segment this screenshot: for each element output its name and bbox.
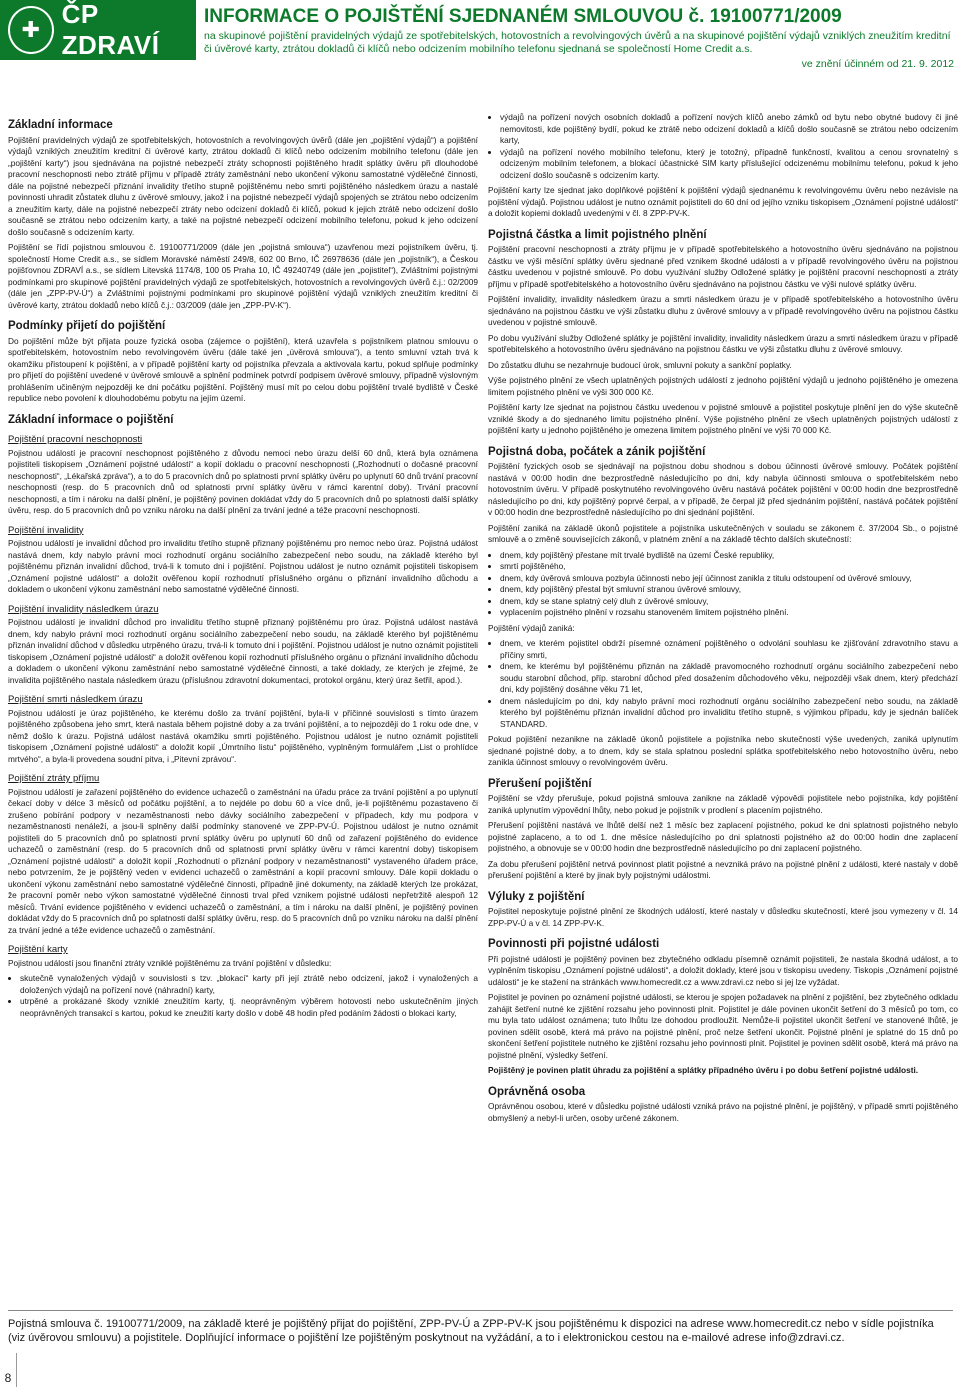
section-title: Podmínky přijetí do pojištění: [8, 320, 166, 332]
subsection-title: Pojištění invalidity: [8, 524, 84, 536]
paragraph: Pojistnou událostí je pracovní neschopnost pojištěného z důvodu nemoci nebo úrazu delší 60 dnů, která byla oznámena pojistiteli tiskopisem „Oznámení pojistné události“ a kopií dokladu o pracovní neschopnosti („Rozhodnutí o dočasné pracovní neschopnosti“, „Lékařská zpráva“), a to do 5 pracovních dnů po splatnosti první splátky úvěru po uplynutí 60 dnů trvání pracovní neschopnosti (resp. do 5 pracovních dnů od splatnosti první splátky úvěru v rámci karentní doby). Trvání pracovní neschopnosti, a tím i nároku na další plnění, je pojištěný povinen dokládat vždy do 5 pracovních dnů po splatnosti další splátky úvěru, resp. do 5 pracovních dnů po vzniku nároku na další plnění za trvání jedné a téže pracovní neschopnosti.: [8, 447, 478, 515]
paragraph: Pojištění se vždy přerušuje, pokud pojistná smlouva zanikne na základě výpovědi pojistitele nebo pojistníka, kdy pojištění zaniká uplynutím výpovědní lhůty, nebo pokud je pojistník v prodlení s placením pojistného.: [488, 793, 958, 815]
paragraph: Přerušení pojištění nastává ve lhůtě delší než 1 měsíc bez zaplacení pojistného, pokud ke dni splatnosti pojistného nebylo pojistné zaplaceno, a to od 1. dne měsíce následujícího po dni splatnosti pojistného až do 00:00 hodin dne zaplacení pojistného, a obnovuje se v 00:00 hodin dne bezprostředně následujícího po dni zaplacení pojistného.: [488, 820, 958, 853]
subsection-title: Pojištění karty: [8, 944, 68, 955]
subsection-title: Pojištění ztráty příjmu: [8, 773, 100, 784]
brand-logo: [0, 0, 196, 60]
subsection-title: Pojištění invalidity následkem úrazu: [8, 603, 159, 615]
paragraph: Pojistnou událostí jsou finanční ztráty vzniklé pojištěnému za trvání pojištění v důsledku:: [8, 957, 332, 968]
paragraph: Pojištění invalidity, invalidity následkem úrazu a smrti následkem úrazu je v případě spotřebitelského a hotovostního úvěru sjednáváno na pojistnou částku ve výši zůstatku dluhu z úvěrové smlouvy a v případě revolvingového úvěru na pojistnou částku uvedenou v pojistné smlouvě.: [488, 294, 958, 327]
left-column: [8, 110, 478, 1023]
section-title: Pojistná částka a limit pojistného plnění: [488, 228, 707, 241]
paragraph: Pojištění karty lze sjednat jako doplňkové pojištění k pojištění výdajů sjednanému k revolvingovému úvěru nebo nezávisle na pojištění výdajů. Pojistnou událost je nutno oznámit pojistiteli do 60 dní od jejího vzniku tiskopisem „Oznámení pojistné události“ a doložit kopiemi dokladů uvedenými v čl. 8 ZPP-PV-K.: [488, 185, 958, 218]
right-column: [488, 112, 958, 1128]
paragraph: Pojistnou událostí je invalidní důchod pro invaliditu třetího stupně přiznaný pojištěnému pro nemoc nebo úraz. Pojistná událost nastává dnem, kdy nabylo právní moci rozhodnutí orgánu sociálního zabezpečení nebo soudu, na základě kterého byl pojištěnému přiznán invalidní důchod, trvá-li k tomuto dni i pojištění. Pojistnou událost je nutno oznámit pojistiteli tiskopisem „Oznámení pojistné události“ a doložit ověřenou kopií rozhodnutí příslušného orgánu o přiznání invalidního důchodu a dokladem o ukončení výkonu zaměstnání nebo samostatné výdělečné činnosti.: [8, 538, 478, 594]
list-item: • dnem, kdy úvěrová smlouva pozbyla účinnosti nebo její účinnost zanikla z titulu odstoupení od úvěrové smlouvy,: [500, 573, 958, 585]
paragraph: Pojištění pravidelných výdajů ze spotřebitelských, hotovostních a revolvingových úvěrů (dále jen „pojištění výdajů“) a pojištění výdajů vzniklých zneužitím kreditní či úvěrové karty, ztrátou dokladů či klíčů nebo odcizením mobilního telefonu (dále jen „pojištění karty“) jsou sjednávána na pojistné nebezpečí ztráty schopnosti pojištěného hradit splátky úvěru při dlouhodobé pracovní neschopnosti nebo ztrátě příjmu v případě ztráty zaměstnání nebo ukončení výkonu samostatné výdělečné činnosti, dále na pojistné nebezpečí přiznání invalidity třetího stupně pojištěnému nebo smrti pojištěného následkem úrazu a nastalé povinnosti uhradit zůstatek dluhu z úvěrové smlouvy, jakož i na pojistné nebezpečí výdajů spojených se ztrátou nebo odcizením a zneužitím karty, dále na pojistné nebezpečí ztráty nebo odcizení dokladů či klíčů, pokud k jejich ztrátě nebo odcizení došlo současně se ztrátou nebo odcizením karty, a také na pojistné nebezpečí odcizení mobilního telefonu, pokud k jeho odcizení došlo současně s odcizením karty.: [8, 134, 478, 237]
paragraph: Pojistitel neposkytuje pojistné plnění ze škodných událostí, které nastaly v důsledku skutečností, které jsou vymezeny v čl. 14 ZPP-PV-Ú a v čl. 14 ZPP-PV-K.: [488, 906, 958, 928]
paragraph: Oprávněnou osobou, které v důsledku pojistné události vzniká právo na pojistné plnění, je pojištěný, v případě smrti pojištěného obmyšlený a nebyl-li určen, osoby určené zákonem.: [488, 1101, 958, 1123]
paragraph: Pojištěný je povinen platit úhradu za pojištění a splátky případného úvěru i po dobu šetření pojistné události.: [488, 1065, 919, 1075]
list-item: • dnem, kdy pojištěný přestane mít trvalé bydliště na území České republiky,: [500, 550, 958, 562]
bullet-list: [8, 973, 478, 1019]
list-item: • utrpěné a prokázané škody vzniklé zneužitím karty, tj. neoprávněným výběrem hotovosti nebo uskutečněním jiných neoprávněných transakcí s kartou, pokud ke zneužití karty došlo v době 48 hodin před podáním žádosti o blokaci karty,: [20, 996, 478, 1019]
paragraph: Po dobu využívání služby Odložené splátky je pojištění invalidity, invalidity následkem úrazu a smrti následkem úrazu v případě spotřebitelského a hotovostního úvěru sjednáváno na pojistnou částku ve výši zůstatku dluhu z úvěrové smlouvy.: [488, 332, 958, 354]
logo-text: ČP ZDRAVÍ: [61, 0, 160, 60]
list-item: • výdajů na pořízení nového mobilního telefonu, který je totožný, případně funkčností, kvalitou a cenou srovnatelný s odcizeným mobilním telefonem, a blokací účastnické SIM karty příslušející odcizenému mobilnímu telefonu, pokud k jeho odcizení došlo současně s odcizením karty.: [500, 147, 958, 182]
page-header: [0, 0, 960, 72]
list-item: • dnem následujícím po dni, kdy nabylo právní moci rozhodnutí orgánu sociálního zabezpečení nebo soudu, na základě kterého byl pojištěnému přiznán invalidní důchod pro invaliditu třetího stupně, s výjimkou případu, kdy je sjednán balíček STANDARD.: [500, 696, 958, 731]
section-title: Základní informace o pojištění: [8, 413, 174, 426]
paragraph: Pojištění fyzických osob se sjednávají na pojistnou dobu shodnou s dobou účinnosti úvěrové smlouvy. Počátek pojištění nastává v 00:00 hodin dne bezprostředně následujícího po dni, kdy nabyla účinnosti smlouva o spotřebitelském nebo hotovostním úvěru. V případě poskytnutého revolvingového úvěru nastává počátek pojištění v 00:00 hodin dne bezprostředně následujícího po dni, kdy pojištěný poprvé čerpal, a v případě, že čerpal již před sjednáním pojištění, nastává počátek pojištění v 00:00 hodin dne bezprostředně následujícího po dni sjednání pojištění.: [488, 461, 958, 517]
paragraph: Pojištění se řídí pojistnou smlouvou č. 19100771/2009 (dále jen „pojistná smlouva“) uzavřenou mezi pojistníkem úvěru, tj. společností Home Credit a.s., se sídlem Moravské náměstí 249/8, 602 00 Brno, IČ 26978636 (dále jen „pojistník“), a Českou pojišťovnou ZDRAVÍ a.s., se sídlem Litevská 1174/8, 100 05 Praha 10, IČ 49240749 (dále jen „pojistitel“), Zvláštními pojistnými podmínkami pro skupinové pojištění pravidelných výdajů ze spotřebitelských, hotovostních a revolvingových úvěrů č.j.: 02/2009 (dále jen „ZPP-PV-Ú“) a Zvláštními pojistnými podmínkami pro skupinové pojištění výdajů vzniklých zneužitím kreditní či úvěrové karty, ztrátou dokladů nebo klíčů č.j.: 03/2009 (dále jen „ZPP-PV-K“).: [8, 242, 478, 310]
paragraph: Pojistitel je povinen po oznámení pojistné události, se kterou je spojen požadavek na plnění z pojištění, bez zbytečného odkladu zahájit šetření nutné ke zjištění rozsahu jeho povinnosti plnit. Pojistitel je dále povinen ukončit šetření do 3 měsíců po tom, co mu byla tato událost oznámena; tuto lhůtu lze dohodou prodloužit. Nemůže-li pojistitel ukončit šetření ve stanovené lhůtě, je povinen sdělit osobě, která má právo na pojistné plnění, proč nelze šetření ukončit. Pojistné plnění je splatné do 15 dnů po skončení šetření pojistitele nutného ke zjištění rozsahu jeho povinnosti plnit. Pojistitel je povinen sdělit osobě, která má právo na pojistné plnění, výsledky šetření.: [488, 992, 959, 1060]
list-item: • skutečně vynaložených výdajů v souvislosti s tzv. „blokací“ karty při její ztrátě nebo odcizení, jakož i vynaložených a doložených výdajů na pořízení nové (náhradní) karty,: [20, 973, 478, 996]
effective-date: ve znění účinném od 21. 9. 2012: [801, 58, 954, 70]
paragraph: Pojistnou událostí je invalidní důchod pro invaliditu třetího stupně přiznaný pojištěnému pro úraz. Pojistná událost nastává dnem, kdy nabylo právní moci rozhodnutí orgánu sociálního zabezpečení nebo soudu, na základě kterého byl pojištěnému přiznán invalidní důchod v důsledku utrpěného úrazu, trvá-li k tomuto dni i pojištění. Pojistnou událost je nutno oznámit pojistiteli tiskopisem „Oznámení pojistné události“ a doložit ověřenou kopií rozhodnutí příslušného orgánu o přiznání invalidního důchodu a dokladem o ukončení výkonu zaměstnání nebo samostatné výdělečné činnosti, a také doklady, ze kterých je zřejmé, že invalidita pojištěného nastala následkem úrazu (příslušnou zdravotní dokumentaci, protokol orgánu, který úraz šetřil, apod.).: [8, 617, 478, 685]
list-item: • vyplacením pojistného plnění v rozsahu stanoveném limitem pojistného plnění.: [500, 607, 958, 619]
paragraph: Do pojištění může být přijata pouze fyzická osoba (zájemce o pojištění), která uzavřela s pojistníkem platnou smlouvu o spotřebitelském, hotovostním nebo revolvingovém úvěru (dále také jen „úvěrová smlouva“), a tento smluvní vztah trvá k okamžiku přistoupení k pojištění, a v případě pojištění karty od pojistníka převzala a aktivovala kartu, pokud splňuje podmínky pro přijetí do pojištění uvedené v úvěrové smlouvě a splnění podmínek potvrdí podpisem úvěrové smlouvy, případně výslovným prohlášením učiněným nejpozději ke dni počátku pojištění. Pojištěný musí mít po celou dobu pojištění trvalé bydliště v České republice nebo povolení k dlouhodobému pobytu na jejím území.: [8, 335, 478, 403]
section-title: Pojistná doba, počátek a zánik pojištění: [488, 445, 706, 458]
paragraph: Při pojistné události je pojištěný povinen bez zbytečného odkladu písemně oznámit pojistiteli, že nastala škodná událost, a to vyplněním tiskopisu „Oznámení pojistné události“, a doložit doklady, které jsou v tiskopisu uvedeny. Tiskopis „Oznámení pojistné události“ je ke stažení na stránkách www.homecredit.cz a www.zdravi.cz nebo si jej lze vyžádat.: [488, 953, 958, 987]
document-title: INFORMACE O POJIŠTĚNÍ SJEDNANÉM SMLOUVOU č. 19100771/2009: [204, 6, 842, 27]
paragraph: Výše pojistného plnění ze všech uplatněných pojistných událostí z jednoho pojištění výdajů u jednoho pojištěného je omezena limitem pojistného plnění ve výši 300 000 Kč.: [488, 375, 958, 397]
list-item: • dnem, kdy se stane splatný celý dluh z úvěrové smlouvy,: [500, 596, 958, 608]
section-title: Základní informace: [8, 119, 113, 131]
paragraph: Do zůstatku dluhu se nezahrnuje budoucí úrok, smluvní pokuty a sankční poplatky.: [488, 359, 792, 370]
list-item: • dnem, ke kterému byl pojištěnému přiznán na základě pravomocného rozhodnutí orgánu sociálního zabezpečení nebo soudu starobní důchod, příp. starobní důchod před dosažením důchodového věku, nejpozději však dnem, který předchází dni, kdy pojištěný dosáhne věku 71 let,: [500, 661, 958, 696]
paragraph: Pojištění karty lze sjednat na pojistnou částku uvedenou v pojistné smlouvě a pojistitel poskytuje plnění jen do výše skutečně vzniklé škody a do sjednaného limitu pojistného plnění. Výše pojistného plnění ze všech uplatněných pojistných událostí z pojištění karty u jednoho pojištěného je omezena limitem pojistného plnění ve výši 70 000 Kč.: [488, 402, 958, 435]
list-item: • dnem, kdy pojištěný přestal být smluvní stranou úvěrové smlouvy,: [500, 584, 958, 596]
list-item: • smrtí pojištěného,: [500, 561, 958, 573]
paragraph: Pojistnou událostí je zařazení pojištěného do evidence uchazečů o zaměstnání na úřadu práce za trvání pojištění a po uplynutí čekací doby v délce 3 měsíců od počátku pojištění, a to nejdéle po dobu 60 a více dnů, je-li pojištěnému pozastaveno či zrušeno pobírání podpory v nezaměstnanosti nebo dávky sociálního zabezpečení v případech, kdy mu podpora v nezaměstnanosti nenáleží, a jsou-li splněny další podmínky stanovené ve ZPP-PV-Ú. Pojistnou událost je nutno oznámit pojistiteli do 5 pracovních dnů po splatnosti první splátky úvěru po uplynutí 60 dnů od zařazení pojištěného do evidence uchazečů o zaměstnání (resp. do 5 pracovních dnů od splatnosti první splátky úvěru v rámci karentní doby) tiskopisem „Oznámení pojistné události“ a doložit kopií „Rozhodnutí o přiznání podpory v nezaměstnanosti“ vystaveného úřadem práce, nebo potvrzením, že je pojištěný veden v evidenci uchazečů o zaměstnání a kopií pracovní smlouvy. Dále kopii dokladu o ukončení výkonu zaměstnání nebo samostatné výdělečné činnosti, případně jiné dokumenty, na základě kterých lze prokázat, že pracovní poměr nebo výkon samostatné výdělečné činnosti trval před vznikem pojistné události nepřetržitě alespoň 12 měsíců. Trvání evidence pojištěného v evidenci uchazečů o zaměstnání, a tím i nároku na další plnění, je pojištěný povinen dokládat vždy do 5 pracovních dnů po splatnosti další splátky úvěru, resp. do 5 pracovních dnů po vzniku nároku na další plnění za trvání jedné a téže evidence uchazečů o zaměstnání.: [8, 786, 478, 935]
paragraph: Pojištění zaniká na základě úkonů pojistitele a pojistníka uskutečněných v souladu se zákonem č. 37/2004 Sb., o pojistné smlouvě a o změně souvisejících zákonů, v platném znění a na základě těchto dalších skutečností:: [488, 522, 958, 544]
bullet-list: [488, 112, 958, 181]
paragraph: Za dobu přerušení pojištění netrvá povinnost platit pojistné a nevzniká právo na pojistné plnění z události, které nastaly v době přerušení pojištění a které by jinak byly pojistnými událostmi.: [488, 858, 958, 880]
footer-note: Pojistná smlouva č. 19100771/2009, na základě které je pojištěný přijat do pojištění, ZPP-PV-Ú a ZPP-PV-K jsou pojištěnému k dispozici na adrese www.homecredit.cz nebo v sídle pojistníka (viz úvěrovou smlouvu) a pojistitele. Doplňující informace o pojištění lze pojištěným poskytnout na vyžádání, a to i elektronickou cestou na e-mailové adrese info@zdravi.cz.: [8, 1310, 953, 1345]
paragraph: Pojištění pracovní neschopnosti a ztráty příjmu je v případě spotřebitelského a hotovostního úvěru sjednáváno na pojistnou částku ve výši měsíční splátky úvěru sjednané před vznikem škodné události a v případě revolvingového úvěru na pojistnou částku uvedenou v pojistné smlouvě. Po dobu využívání služby Odložené splátky je pojištění pracovní neschopnosti a ztráty příjmu v případě spotřebitelského a hotovostního úvěru sjednáváno na pojistnou částku ve výši nulové splátky úvěru.: [488, 244, 958, 289]
section-title: Přerušení pojištění: [488, 777, 592, 790]
section-title: Výluky z pojištění: [488, 890, 585, 903]
section-title: Povinnosti při pojistné události: [488, 938, 660, 950]
bullet-list: [488, 638, 958, 730]
bullet-list: [488, 550, 958, 619]
document-subtitle: na skupinové pojištění pravidelných výdajů ze spotřebitelských, hotovostních a revolvingových úvěrů a na skupinové pojištění výdajů vzniklých zneužitím kreditní či úvěrové karty, ztrátou dokladů či klíčů nebo odcizením mobilního telefonu sjednaná se společností Home Credit a.s.: [204, 30, 951, 55]
paragraph: Pojištění výdajů zaniká:: [488, 622, 575, 633]
paragraph: Pojistnou událostí je úraz pojištěného, ke kterému došlo za trvání pojištění, byla-li v příčinné souvislosti s tímto úrazem pojištěného způsobena jeho smrt, která nastala během pojistné doby a za trvání pojištění, a to nejpozději do 1 roku ode dne, v němž došlo k úrazu. Pojistná událost nastává okamžiku smrti pojištěného. Pojistnou událost je nutno oznámit pojistiteli tiskopisem „Oznámení pojistné události“ a doložit kopií „Úmrtního listu“ pojištěného, vyplněným formulářem „List o prohlídce mrtvého“, a byla-li provedena soudní pitva, i „Pitevní zprávou“.: [8, 707, 478, 764]
subsection-title: Pojištění smrti následkem úrazu: [8, 694, 143, 705]
section-title: Oprávněná osoba: [488, 1085, 586, 1098]
paragraph: Pokud pojištění nezanikne na základě úkonů pojistitele a pojistníka nebo skutečností výše uvedených, zaniká uplynutím sjednané pojistné doby, a to dnem, kdy se stala splatnou poslední splátka spotřebitelského nebo hotovostního úvěru, nebo zanikla účinnost smlouvy o revolvingovém úvěru.: [488, 734, 958, 767]
subsection-title: Pojištění pracovní neschopnosti: [8, 434, 143, 445]
list-item: • výdajů na pořízení nových osobních dokladů a pořízení nových klíčů anebo zámků od bytu nebo obytné budovy či jiné nemovitosti, kde pojištěný bydlí, pokud ke ztrátě nebo odcizení dokladů a klíčů došlo současně se ztrátou nebo odcizením karty,: [500, 112, 958, 147]
page-number: 8: [0, 1353, 17, 1387]
cross-icon: ✚: [8, 6, 54, 54]
list-item: • dnem, ve kterém pojistitel obdrží písemné oznámení pojištěného o odvolání souhlasu ke zjišťování zdravotního stavu a příčiny smrti,: [500, 638, 958, 661]
